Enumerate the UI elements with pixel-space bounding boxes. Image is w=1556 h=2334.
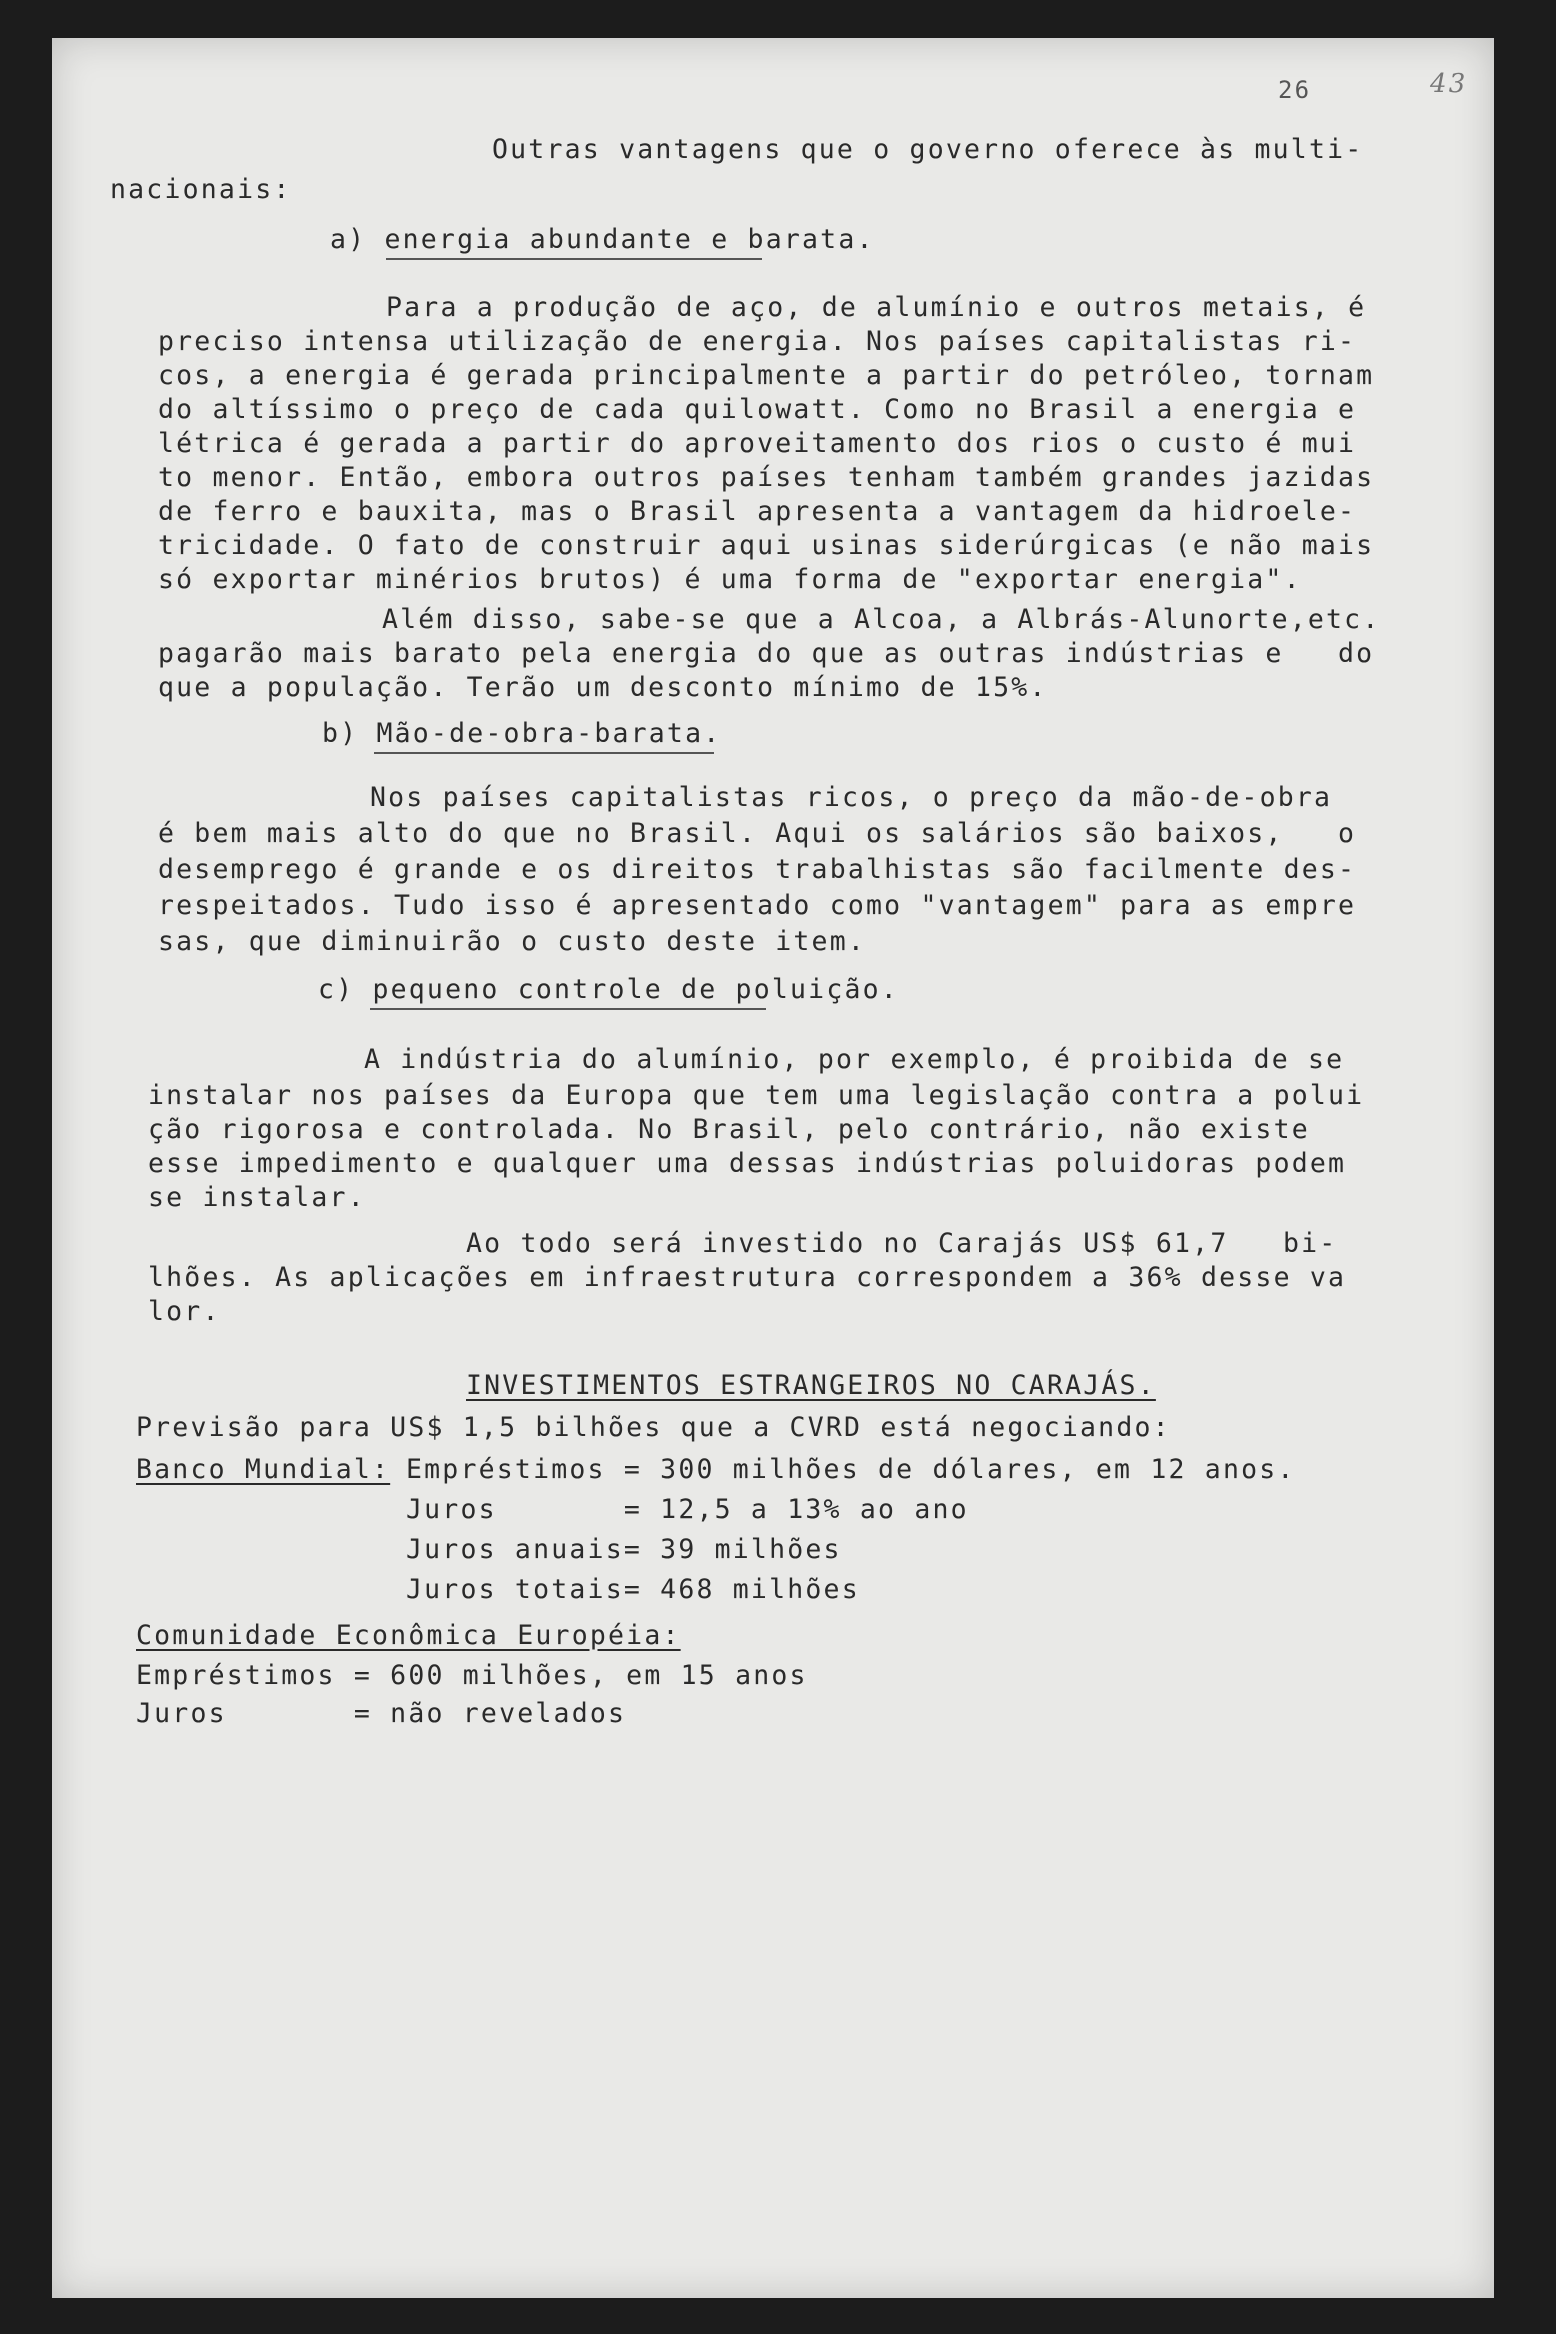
loan-row: Empréstimos = 300 milhões de dólares, em 12 anos.: [406, 1454, 1296, 1485]
item-c-heading: c) pequeno controle de poluição.: [318, 974, 899, 1005]
text-line: Para a produção de aço, de alumínio e outros metais, é: [386, 292, 1367, 323]
text-line: lhões. As aplicações em infraestrutura correspondem a 36% desse va: [148, 1262, 1347, 1293]
text-line: cos, a energia é gerada principalmente a partir do petróleo, tornam: [158, 360, 1375, 391]
text-line: tricidade. O fato de construir aqui usinas siderúrgicas (e não mais: [158, 530, 1375, 561]
loan-row: Juros = não revelados: [136, 1698, 627, 1729]
text-line: A indústria do alumínio, por exemplo, é proibida de se: [364, 1044, 1345, 1075]
text-line: esse impedimento e qualquer uma dessas indústrias poluidoras podem: [148, 1148, 1347, 1179]
section-intro: Previsão para US$ 1,5 bilhões que a CVRD está negociando:: [136, 1412, 1171, 1443]
item-b-heading: b) Mão-de-obra-barata.: [322, 718, 722, 749]
text-line: só exportar minérios brutos) é uma forma de "exportar energia".: [158, 564, 1302, 595]
loan-row: Juros anuais= 39 milhões: [406, 1534, 842, 1565]
folio-number: 43: [1430, 69, 1468, 99]
text-line: instalar nos países da Europa que tem uma legislação contra a polui: [148, 1080, 1365, 1111]
document-page: [52, 38, 1494, 2298]
underline: [386, 258, 762, 260]
loan-row: Empréstimos = 600 milhões, em 15 anos: [136, 1660, 808, 1691]
text-line: létrica é gerada a partir do aproveitamento dos rios o custo é mui: [158, 428, 1357, 459]
lender-label-eec: Comunidade Econômica Européia:: [136, 1620, 681, 1651]
underline: [374, 752, 714, 754]
page-number: 26: [1278, 76, 1312, 104]
text-line: respeitados. Tudo isso é apresentado como "vantagem" para as empre: [158, 890, 1357, 921]
text-line: nacionais:: [110, 174, 292, 205]
text-line: que a população. Terão um desconto mínimo de 15%.: [158, 672, 1048, 703]
text-line: Ao todo será investido no Carajás US$ 61,7 bi-: [466, 1228, 1338, 1259]
text-line: lor.: [148, 1296, 221, 1327]
text-line: Além disso, sabe-se que a Alcoa, a Albrás-Alunorte,etc.: [382, 604, 1381, 635]
lender-label-world-bank: Banco Mundial:: [136, 1454, 391, 1485]
text-line: pagarão mais barato pela energia do que as outras indústrias e do: [158, 638, 1375, 669]
loan-row: Juros = 12,5 a 13% ao ano: [406, 1494, 969, 1525]
text-line: to menor. Então, embora outros países tenham também grandes jazidas: [158, 462, 1375, 493]
text-line: é bem mais alto do que no Brasil. Aqui os salários são baixos, o: [158, 818, 1357, 849]
underline: [370, 1008, 766, 1010]
text-line: se instalar.: [148, 1182, 366, 1213]
text-line: Nos países capitalistas ricos, o preço da mão-de-obra: [370, 782, 1333, 813]
item-a-heading: a) energia abundante e barata.: [330, 224, 875, 255]
text-line: preciso intensa utilização de energia. Nos países capitalistas ri-: [158, 326, 1357, 357]
text-line: ção rigorosa e controlada. No Brasil, pelo contrário, não existe: [148, 1114, 1310, 1145]
loan-row: Juros totais= 468 milhões: [406, 1574, 860, 1605]
text-line: sas, que diminuirão o custo deste item.: [158, 926, 867, 957]
text-line: Outras vantagens que o governo oferece às multi-: [492, 134, 1364, 165]
text-line: de ferro e bauxita, mas o Brasil apresenta a vantagem da hidroele-: [158, 496, 1357, 527]
text-line: desemprego é grande e os direitos trabalhistas são facilmente des-: [158, 854, 1357, 885]
text-line: do altíssimo o preço de cada quilowatt. Como no Brasil a energia e: [158, 394, 1357, 425]
section-heading: INVESTIMENTOS ESTRANGEIROS NO CARAJÁS.: [466, 1370, 1156, 1401]
